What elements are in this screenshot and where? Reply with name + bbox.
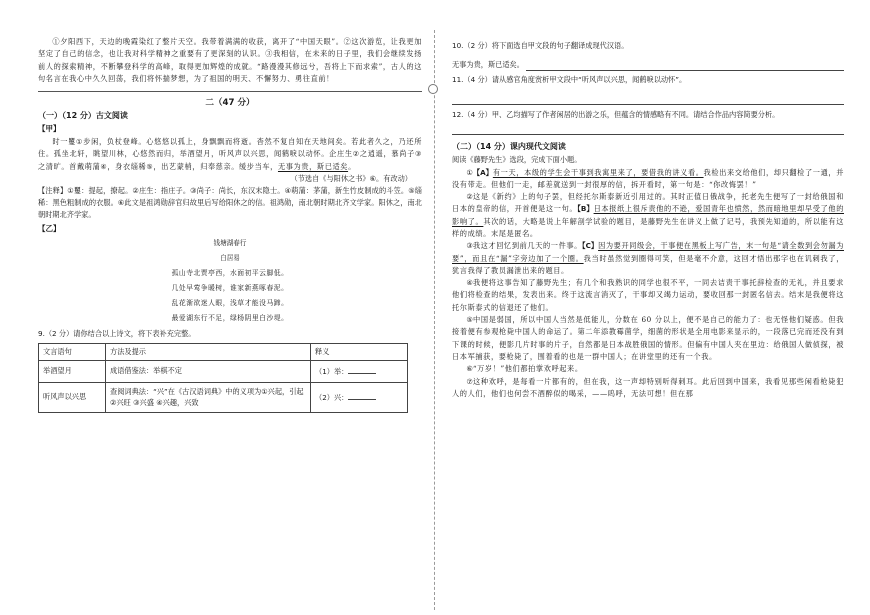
table-cell-method: 成语借鉴法：举棋不定	[106, 360, 311, 382]
text-run: ①夕阳西下，天边的晚霞染红了整片天空。我带着满满的收获，离开了“中国天眼”。②这次游览，让我更加坚定了自己的信念，也让我对科学精神之重要有了更深刻的认识。③我相信，在未来的日子里，我们会继续发扬前人的探索精神，不断攀登科学的高峰，取得更加辉煌的成就。“路漫漫其修远兮，吾将上下而求索”，古人的这句名言在我心中久久回荡，我们将怀揣梦想，为了祖国的明天、不懈努力、勇往直前！	[38, 37, 422, 83]
poem-line: 几处早莺争暖树，谁家新燕啄春泥。	[171, 284, 289, 293]
text-run: 之清旷。首戴萌蒲	[38, 161, 101, 171]
text-run: ⑥	[466, 364, 473, 374]
text-run: 我当时虽然觉到圈得可笑，但是毫不介意，这回才悟出那字也在讥刺我了，犹言我得了教员漏泄出来的题目。	[452, 253, 844, 275]
text-run: ，身衣缁稀	[107, 161, 147, 171]
subsection-title: （二）（14 分）课内现代文阅读	[452, 142, 566, 151]
answer-blank[interactable]	[348, 391, 376, 400]
table-cell-sentence: 听风声以兴思	[39, 382, 106, 412]
poem-body	[38, 266, 422, 326]
answer-blank[interactable]	[452, 123, 844, 135]
table-row	[39, 382, 408, 412]
text-run: ③	[466, 241, 473, 251]
binding-hole-icon	[428, 84, 438, 94]
question-9-stem: 9.（2 分）请你结合以上诗文，将下表补充完整。	[38, 329, 196, 339]
left-column	[38, 36, 422, 413]
answer-label: （2）兴：	[315, 392, 349, 402]
text-run: ②	[466, 192, 473, 202]
text-run: 我便将这事告知了藤野先生；有几个和我熟识的同学也很不平，一同去诘责干事托辞检查的无礼，并且要求他们将检查的结果，发表出来。终于这流言消灭了，干事却又竭力运动，要收回那一封匿名信去。结末是我便将这托尔斯泰式的信退还了他们。	[452, 278, 844, 312]
text-run: ①	[466, 167, 473, 177]
text-run: ⑦	[466, 376, 473, 386]
column-divider	[434, 30, 435, 610]
passage-marker: 【A】	[472, 167, 493, 177]
text-run: ④	[100, 161, 108, 171]
reading-paragraph	[452, 314, 844, 363]
text-run: “万岁！”他们都拍掌欢呼起来。	[472, 364, 583, 374]
text-run: ，出艺蒙梢，归奉慈亲。缓步当车，	[153, 161, 278, 171]
reading-instruction: 阅读《藤野先生》选段，完成下面小题。	[452, 155, 582, 164]
reading-paragraph	[452, 167, 844, 192]
question-11-stem: 11.（4 分）请从感官角度赏析甲文段中“听风声以兴思，闻鹤唳以动怀”。	[452, 75, 687, 84]
table-header-cell: 方法及提示	[106, 343, 311, 360]
underlined-text: 因为要开同级会，干事便在黑板上写广告，末一句是“请全数到会勿漏为要”，而且在“漏”字旁边加了一个圈。	[452, 241, 844, 263]
underlined-text: 有一天，本级的学生会干事到我寓里来了，要借我的讲义看。	[492, 167, 704, 177]
passage-tag-yi: 【乙】	[38, 224, 61, 234]
reading-paragraph	[452, 363, 844, 375]
reading-paragraph	[452, 277, 844, 314]
text-run: 中国是弱国，所以中国人当然是低能儿，分数在 60 分以上，便不是自己的能力了：也无怪他们疑惑。但我接着便有参观枪毙中国人的命运了。第二年添教霉菌学，细菌的形状是全用电影来显示的，一段落已完而还没有到下课的时候，便影几片时事的片子，自然都是日本战胜俄国的情形。但偏有中国人夹在里边：给俄国人做侦探，被日本军捕获，要枪毙了，围着看的也是一群中国人；在讲堂里的还有一个我。	[452, 315, 844, 361]
answer-blank[interactable]	[526, 60, 844, 71]
text-run: ⑤	[466, 315, 473, 325]
text-run: 时一矍	[52, 137, 77, 147]
table-header-cell: 文言语句	[39, 343, 106, 360]
text-run: ②	[352, 149, 360, 159]
text-run: 。	[348, 161, 356, 171]
text-run: 其次的话，大略是说上年解剖学试验的题目，是藤野先生在讲义上做了记号，我预先知道的，所以能有这样的成绩。末尾是匿名。	[452, 216, 845, 238]
poem-line: 孤山寺北贾亭西，水面初平云脚低。	[171, 269, 289, 278]
passage-notes: 【注释】①矍：提起，撩起。②庄生：指庄子。③尚子：尚长，东汉末隐士。④萌蒲：茅蒲，新生竹皮制成的斗笠。⑤缁稀：黑色粗制成的衣服。⑥此文是祖鸿勋辞官归故里后写给阳休之的信。祖鸿勋，南北朝时期北齐文学家。阳休之，南北朝时期北齐学家。	[38, 186, 422, 220]
table-cell-method: 查阅词典法：“兴”在《古汉语词典》中的义项为①兴起，引起 ②兴旺 ③兴盛 ④兴趣，兴致	[106, 382, 311, 412]
table-cell-sentence: 举酒望月	[39, 360, 106, 382]
text-run: ①	[76, 137, 84, 147]
table-cell-answer	[311, 360, 408, 382]
table-cell-answer	[311, 382, 408, 412]
text-run: 我这才回忆到前几天的一件事。	[472, 241, 582, 251]
poem-line: 乱花渐欲迷人眼，浅草才能没马蹄。	[171, 299, 289, 308]
underlined-text: 无事为贵，斯已适矣	[277, 161, 349, 171]
section-title: 二（47 分）	[205, 98, 255, 109]
question-9-table	[38, 343, 408, 413]
table-header-row	[39, 343, 408, 360]
text-run: ③	[414, 149, 422, 159]
reading-paragraph	[452, 376, 844, 401]
answer-blank[interactable]	[452, 93, 844, 105]
reading-passage	[452, 167, 844, 401]
passage-jia	[38, 136, 422, 173]
reading-paragraph	[452, 191, 844, 240]
passage-tag-jia: 【甲】	[38, 124, 61, 134]
question-10-answer-line	[452, 59, 844, 72]
text-run: 这种欢呼，是每看一片都有的，但在我，这一声却特别听得刺耳。此后回到中国来，我看见那些闲看枪毙犯人的人们，他们也何尝不酒醉似的喝采，——呜呼，无法可想！但在那	[452, 376, 844, 398]
right-column	[452, 40, 844, 400]
text-run: 之逍遥，慕尚子	[359, 149, 415, 159]
passage-marker: 【B】	[577, 204, 594, 214]
text-run: 步闲，负杖登峰。心悠悠以孤上，身飘飘而将逝。杳然不复自知在天地间矣。若此者久之，乃还所住。孤坐北轩，眺望川林，心悠然而归，举酒望月，听风声以兴思，闻鹤唳以动怀。企庄生	[38, 137, 422, 159]
section-rule	[38, 91, 422, 92]
question-12-stem: 12.（4 分）甲、乙均描写了作者闲居的出游之乐，但蕴含的情感略有不同。请结合作品内容简要分析。	[452, 109, 780, 119]
question-10-sentence: 无事为贵，斯已适矣。	[452, 59, 524, 69]
passage-source: （节选自《与阳休之书》⑥。有改动）	[290, 174, 412, 184]
reading-paragraph	[452, 240, 844, 277]
answer-blank[interactable]	[348, 365, 376, 374]
poem-title: 钱塘湖春行	[213, 239, 247, 248]
table-row	[39, 360, 408, 382]
poem-line: 最爱湖东行不足，绿杨阴里白沙堤。	[171, 314, 289, 323]
answer-label: （1）举：	[315, 366, 349, 376]
poem-author: 白居易	[220, 254, 240, 263]
table-header-cell: 释义	[311, 343, 408, 360]
text-run: ④	[466, 278, 473, 288]
text-run: ⑤	[146, 161, 154, 171]
passage-marker: 【C】	[581, 241, 599, 251]
underlined-text: 日本报纸上很斥责他的不逊，爱国青年也愤然，然而暗地里却早受了他的影响了。	[452, 204, 844, 226]
text-run: 我检出来交给他们，却只翻检了一通，并没有带走。但他们一走，邮差就送到一封很厚的信，拆开看时，第一句是：“你改悔罢！”	[452, 167, 844, 189]
subsection-title: （一）（12 分）古文阅读	[38, 111, 128, 121]
question-10-stem: 10.（2 分）将下面选自甲文段的句子翻译成现代汉语。	[452, 41, 629, 50]
intro-paragraph	[38, 36, 422, 85]
text-run: 这是《新约》上的句子罢，但经托尔斯泰新近引用过的。其时正值日俄战争，托老先生便写了一封给俄国和日本的皇帝的信，开首便是这一句。	[452, 192, 844, 214]
